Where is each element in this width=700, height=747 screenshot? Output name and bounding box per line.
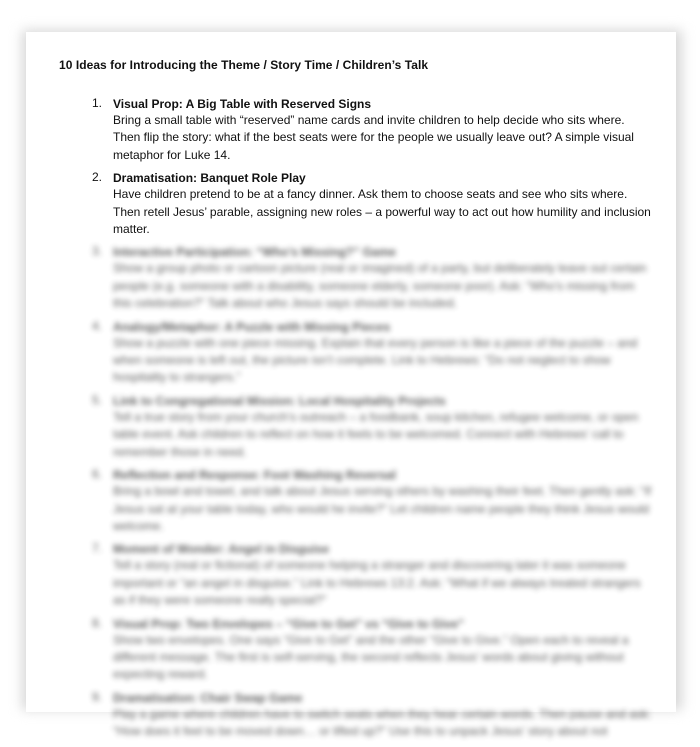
item-description: Show a puzzle with one piece missing. Explain that every person is like a piece of the puzzle – and when someone is left out, the picture isn’t complete. Link to Hebrews: “Do not neglect to show hospitality to strangers.” — [113, 335, 638, 385]
list-item — [92, 467, 652, 535]
item-title: Dramatisation: Chair Swap Game — [113, 690, 303, 705]
item-number: 4. — [92, 318, 103, 333]
list-item — [92, 244, 652, 312]
document-heading: 10 Ideas for Introducing the Theme / Story Time / Children’s Talk — [59, 58, 429, 72]
item-number: 2. — [92, 170, 103, 185]
item-description: Tell a story (real or fictional) of someone helping a stranger and discovering later it was someone important or “an angel in disguise.” Link to Hebrews 13:2. Ask: “What if we always treated strangers as if they were someone really special?” — [113, 558, 641, 608]
list-item — [92, 541, 652, 609]
item-title: Visual Prop: A Big Table with Reserved Signs — [113, 97, 372, 111]
item-description: Have children pretend to be at a fancy dinner. Ask them to choose seats and see who sits where. Then retell Jesus’ parable, assigning new roles – a powerful way to act out how humility and inclusion matter. — [113, 187, 651, 237]
list-item — [92, 393, 652, 461]
item-number: 9. — [92, 689, 103, 704]
item-description: Bring a bowl and towel, and talk about Jesus serving others by washing their feet. Then gently ask: “If Jesus sat at your table today, who would he invite?” Let children name people they think Jesus would welcome. — [113, 484, 652, 533]
list-item — [92, 319, 652, 387]
item-number: 3. — [92, 244, 103, 259]
item-title: Reflection and Response: Foot Washing Reversal — [113, 468, 396, 483]
item-title: Interactive Participation: “Who’s Missing?” Game — [113, 245, 396, 260]
item-description: Bring a small table with “reserved” name cards and invite children to help decide who sits where. Then flip the story: what if the best seats were for the people we usually leave out? A simple visual metaphor for Luke 14. — [113, 113, 634, 162]
item-number: 7. — [92, 541, 103, 556]
ideas-list — [92, 96, 652, 747]
list-item — [92, 616, 652, 684]
item-title: Link to Congregational Mission: Local Hospitality Projects — [113, 393, 446, 408]
item-description: Tell a true story from your church’s outreach – a foodbank, soup kitchen, refugee welcome, or open table event. Ask children to reflect on how it feels to be welcomed. Connect with Hebrews’ call to remember those in need. — [113, 409, 639, 459]
list-item — [92, 690, 652, 741]
item-number: 6. — [92, 467, 103, 482]
item-description: Show a group photo or cartoon picture (real or imagined) of a party, but deliberately leave out certain people (e.g. someone with a disability, someone elderly, someone poor). Ask: “Who’s missing from this celebration?” Talk about who Jesus says should be included. — [113, 261, 647, 311]
item-title: Analogy/Metaphor: A Puzzle with Missing Pieces — [113, 319, 391, 334]
item-number: 1. — [92, 96, 103, 110]
item-description: Play a game where children have to switch seats when they hear certain words. Then pause and ask: “How does it feel to be moved down… or lifted up?” Use this to unpack Jesus’ story about not — [113, 706, 652, 739]
item-title: Dramatisation: Banquet Role Play — [113, 171, 306, 186]
item-number: 8. — [92, 615, 103, 630]
item-title: Visual Prop: Two Envelopes – “Give to Get” vs “Give to Give” — [113, 616, 464, 631]
list-item — [92, 170, 652, 238]
item-number: 5. — [92, 392, 103, 407]
item-title: Moment of Wonder: Angel in Disguise — [113, 542, 329, 557]
list-item — [92, 96, 652, 164]
item-description: Show two envelopes. One says “Give to Get” and the other “Give to Give.” Open each to reveal a different message. The first is self-serving, the second reflects Jesus’ words about giving without expecting reward. — [113, 632, 629, 682]
